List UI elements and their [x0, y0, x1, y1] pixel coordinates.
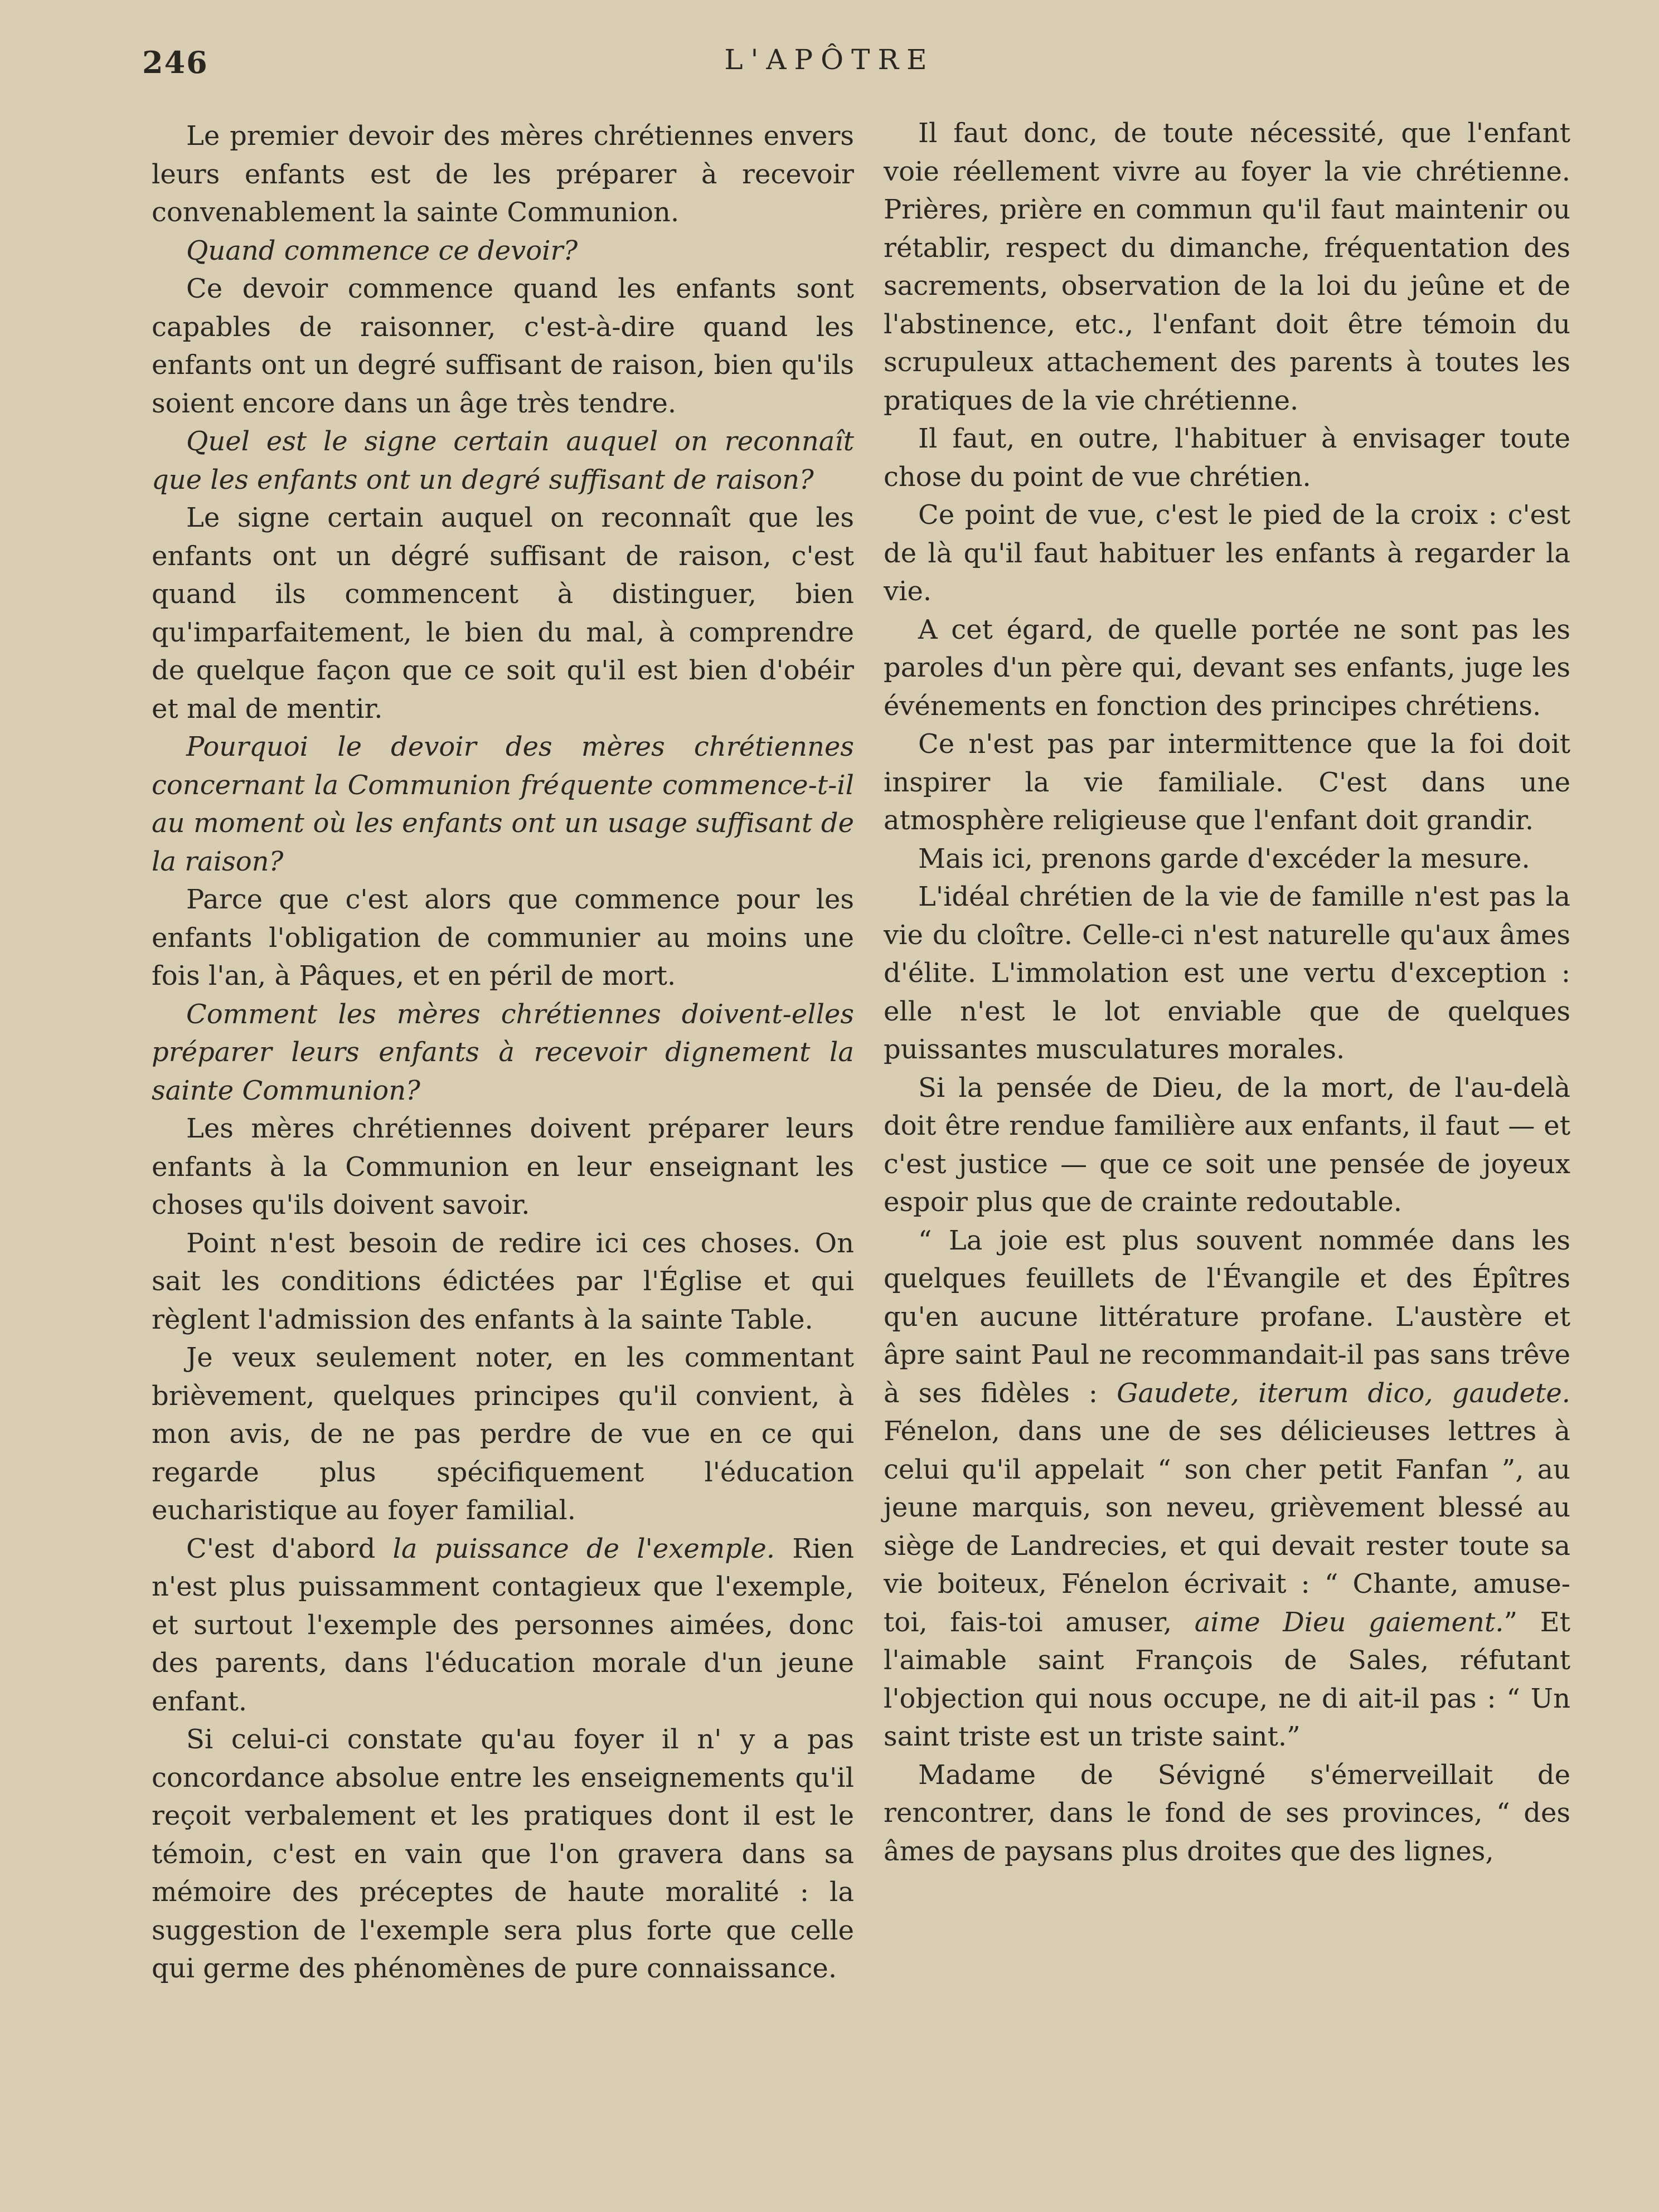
text-segment: C'est d'abord: [186, 1533, 393, 1564]
paragraph: [884, 1222, 1570, 1756]
paragraph: Le signe certain auquel on reconnaît que les enfants ont un dégré suffisant de raison, c'est quand ils commencent à distinguer, bien qu'imparfaitement, le bien du mal, à comprendre de quelque façon que ce soit qu'il est bien d'obéir et mal de mentir.: [152, 502, 854, 725]
paragraph: Si celui-ci constate qu'au foyer il n' y a pas concordance absolue entre les enseignements qu'il reçoit verbalement et les pratiques dont il est le témoin, c'est en vain que l'on gravera dans sa mémoire des préceptes de haute moralité : la suggestion de l'exemple sera plus forte que celle qui germe des phénomènes de pure connaissance.: [152, 1724, 854, 1984]
paragraph: Madame de Sévigné s'émerveillait de rencontrer, dans le fond de ses provinces, “ des âmes de paysans plus droites que des lignes,: [884, 1759, 1570, 1867]
paragraph: Si la pensée de Dieu, de la mort, de l'au-delà doit être rendue familière aux enfants, il faut — et c'est justice — que ce soit une pensée de joyeux espoir plus que de crainte redoutable.: [884, 1072, 1570, 1218]
paragraph: Ce n'est pas par intermittence que la foi doit inspirer la vie familiale. C'est dans une atmosphère religieuse que l'enfant doit grandir.: [884, 728, 1570, 836]
paragraph: Ce devoir commence quand les enfants sont capables de raisonner, c'est-à-dire quand les enfants ont un degré suffisant de raison, bien qu'ils soient encore dans un âge très tendre.: [152, 273, 854, 419]
paragraph: Parce que c'est alors que commence pour les enfants l'obligation de communier au moins une fois l'an, à Pâques, et en péril de mort.: [152, 884, 854, 991]
left-column: [152, 117, 854, 1988]
question: Pourquoi le devoir des mères chrétiennes concernant la Communion fréquente commence-t-il au moment où les enfants ont un usage suffisant de la raison?: [152, 731, 854, 877]
right-column: [884, 114, 1570, 1870]
text-segment: ” Et l'aimable saint François de Sales, réfutant l'objection qui nous occupe, ne di ait-il pas : “ Un saint triste est un triste saint.”: [884, 1606, 1570, 1752]
paragraph: Les mères chrétiennes doivent préparer leurs enfants à la Communion en leur enseignant les choses qu'ils doivent savoir.: [152, 1113, 854, 1221]
paragraph: Je veux seulement noter, en les commentant brièvement, quelques principes qu'il convient, à mon avis, de ne pas perdre de vue en ce qui regarde plus spécifiquement l'éducation eucharistique au foyer familial.: [152, 1342, 854, 1526]
text-segment: “ La joie est plus souvent nommée dans les quelques feuillets de l'Évangile et des Épîtres qu'en aucune littérature profane. L'austère et âpre saint Paul ne recommandait-il pas sans trêve à ses fidèles :: [884, 1224, 1570, 1409]
running-title: L'APÔTRE: [724, 43, 935, 76]
paragraph: L'idéal chrétien de la vie de famille n'est pas la vie du cloître. Celle-ci n'est naturelle qu'aux âmes d'élite. L'immolation est une vertu d'exception : elle n'est le lot enviable que de quelques puissantes musculatures morales.: [884, 881, 1570, 1065]
question: Quel est le signe certain auquel on reconnaît que les enfants ont un degré suffisant de raison?: [152, 426, 854, 495]
paragraph: Point n'est besoin de redire ici ces choses. On sait les conditions édictées par l'Église et qui règlent l'admission des enfants à la sainte Table.: [152, 1227, 854, 1335]
paragraph: Il faut donc, de toute nécessité, que l'enfant voie réellement vivre au foyer la vie chrétienne. Prières, prière en commun qu'il faut maintenir ou rétablir, respect du dimanche, fréquentation des sacrements, observation de la loi du jeûne et de l'abstinence, etc., l'enfant doit être témoin du scrupuleux attachement des parents à toutes les pratiques de la vie chrétienne.: [884, 118, 1570, 416]
paragraph: Mais ici, prenons garde d'excéder la mesure.: [918, 843, 1530, 874]
emphasis: Gaudete, iterum dico, gaudete.: [1117, 1377, 1571, 1409]
question: Quand commence ce devoir?: [186, 235, 578, 266]
paragraph: Il faut, en outre, l'habituer à envisager toute chose du point de vue chrétien.: [884, 423, 1570, 493]
page-number: 246: [142, 45, 208, 80]
text-segment: Rien n'est plus puissamment contagieux que l'exemple, et surtout l'exemple des personnes aimées, donc des parents, dans l'éducation morale d'un jeune enfant.: [152, 1533, 854, 1717]
paragraph: Ce point de vue, c'est le pied de la croix : c'est de là qu'il faut habituer les enfants à regarder la vie.: [884, 499, 1570, 607]
emphasis: aime Dieu gaiement.: [1194, 1606, 1504, 1638]
text-segment: Fénelon, dans une de ses délicieuses lettres à celui qu'il appelait “ son cher petit Fanfan ”, au jeune marquis, son neveu, grièvement blessé au siège de Landrecies, et qui devait rester toute sa vie boiteux, Fénelon écrivait : “ Chante, amuse-toi, fais-toi amuser,: [884, 1416, 1570, 1638]
question: Comment les mères chrétiennes doivent-elles préparer leurs enfants à recevoir dignement la sainte Communion?: [152, 998, 854, 1106]
emphasis: la puissance de l'exemple.: [392, 1533, 775, 1564]
paragraph: [152, 1530, 854, 1721]
paragraph: Le premier devoir des mères chrétiennes envers leurs enfants est de les préparer à recevoir convenablement la sainte Communion.: [152, 120, 854, 228]
paragraph: A cet égard, de quelle portée ne sont pas les paroles d'un père qui, devant ses enfants, juge les événements en fonction des principes chrétiens.: [884, 614, 1570, 722]
